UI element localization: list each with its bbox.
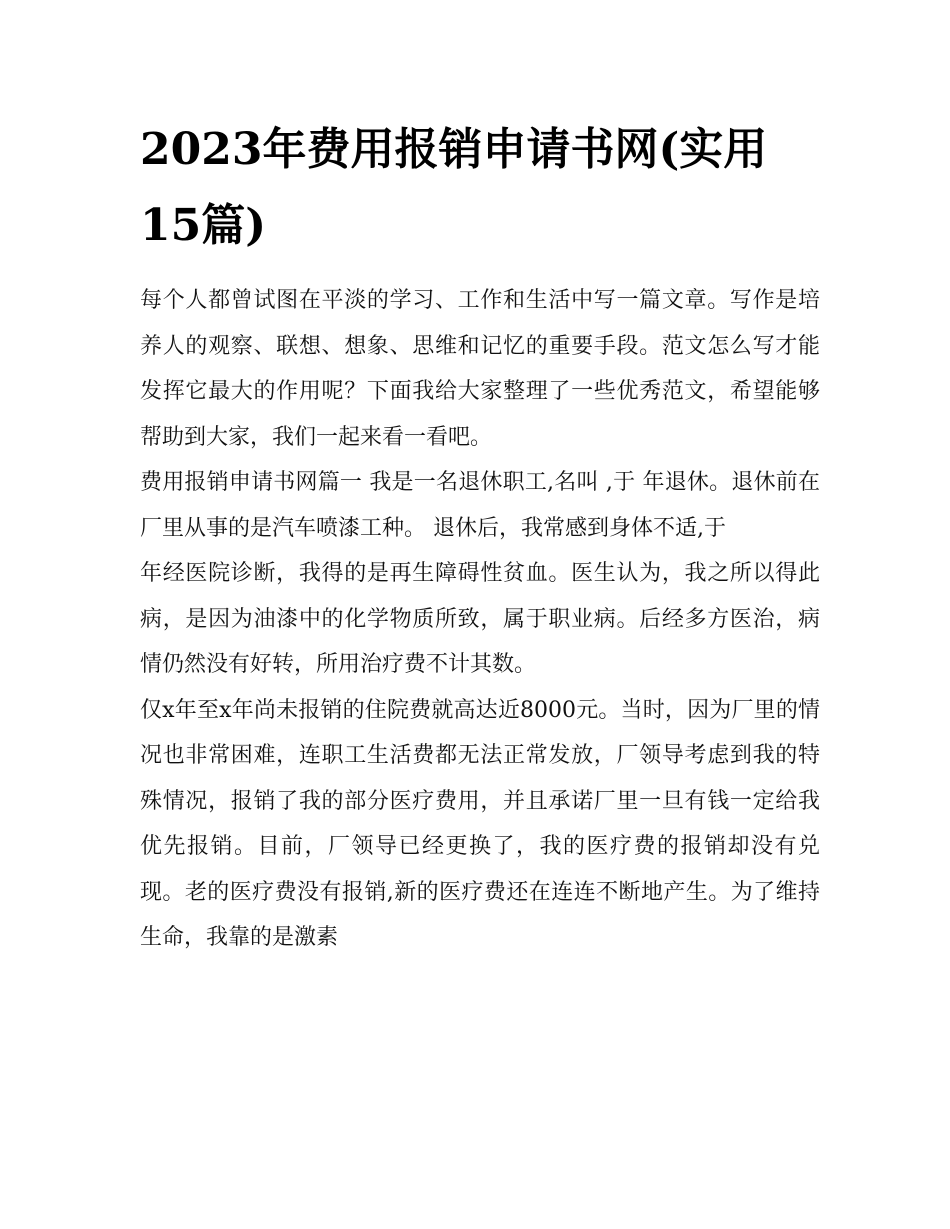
document-title: 2023年费用报销申请书网(实用15篇) xyxy=(140,124,768,251)
document-body xyxy=(140,278,820,961)
paragraph-2: 年经医院诊断，我得的是再生障碍性贫血。医生认为，我之所以得此病，是因为油漆中的化学物质所致，属于职业病。后经多方医治，病情仍然没有好转，所用治疗费不计其数。 xyxy=(140,561,820,677)
paragraph-1: 费用报销申请书网篇一 我是一名退休职工,名叫 ,于 年退休。退休前在厂里从事的是汽车喷漆工种。 退休后，我常感到身体不适,于 xyxy=(140,470,820,541)
paragraph-3: 仅x年至x年尚未报销的住院费就高达近8000元。当时，因为厂里的情况也非常困难，连职工生活费都无法正常发放，厂领导考虑到我的特殊情况，报销了我的部分医疗费用，并且承诺厂里一旦有钱一定给我优先报销。目前，厂领导已经更换了，我的医疗费的报销却没有兑现。老的医疗费没有报销,新的医疗费还在连连不断地产生。为了维持生命，我靠的是激素 xyxy=(140,697,820,950)
paragraph-intro: 每个人都曾试图在平淡的学习、工作和生活中写一篇文章。写作是培养人的观察、联想、想象、思维和记忆的重要手段。范文怎么写才能发挥它最大的作用呢？下面我给大家整理了一些优秀范文，希望能够帮助到大家，我们一起来看一看吧。 xyxy=(140,288,820,450)
